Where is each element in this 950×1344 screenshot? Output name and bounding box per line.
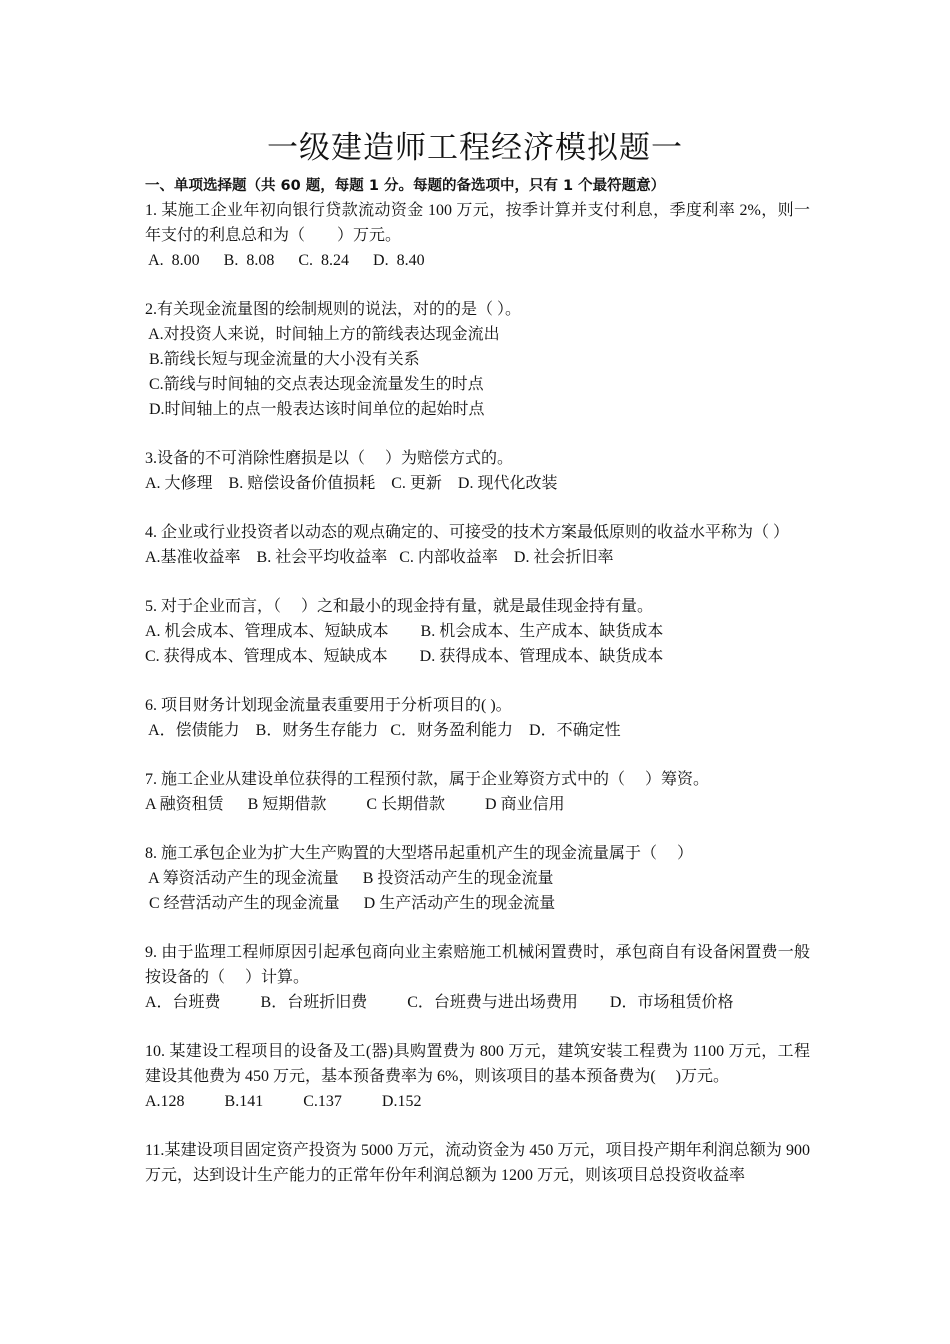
- question-1: [145, 198, 810, 273]
- question-7: [145, 767, 810, 817]
- spacer: [145, 1114, 810, 1138]
- question-stem: 11.某建设项目固定资产投资为 5000 万元，流动资金为 450 万元，项目投产期年利润总额为 900 万元，达到设计生产能力的正常年份年利润总额为 1200 万元，则该项目总投资收益率: [145, 1142, 810, 1184]
- question-11: [145, 1138, 810, 1188]
- question-option: C 经营活动产生的现金流量 D 生产活动产生的现金流量: [145, 895, 556, 912]
- question-stem: 6. 项目财务计划现金流量表重要用于分析项目的( )。: [145, 697, 512, 714]
- spacer: [145, 817, 810, 841]
- question-10: [145, 1039, 810, 1114]
- document-title: 一级建造师工程经济模拟题一: [267, 130, 683, 165]
- section-heading: 一、单项选择题（共 60 题，每题 1 分。每题的备选项中，只有 1 个最符题意）: [145, 178, 666, 194]
- question-stem: 10. 某建设工程项目的设备及工(器)具购置费为 800 万元，建筑安装工程费为 1100 万元，工程建设其他费为 450 万元，基本预备费率为 6%，则该项目的基本预备费为( )万元。: [145, 1043, 810, 1085]
- question-stem: 3.设备的不可消除性磨损是以（ ）为赔偿方式的。: [145, 450, 514, 467]
- question-option: A. 机会成本、管理成本、短缺成本 B. 机会成本、生产成本、缺货成本: [145, 623, 664, 640]
- question-4: [145, 520, 810, 570]
- question-stem: 4. 企业或行业投资者以动态的观点确定的、可接受的技术方案最低原则的收益水平称为（ ）: [145, 524, 790, 541]
- question-option: C. 获得成本、管理成本、短缺成本 D. 获得成本、管理成本、缺货成本: [145, 648, 664, 665]
- question-option: C.箭线与时间轴的交点表达现金流量发生的时点: [145, 376, 484, 393]
- question-2: [145, 297, 810, 422]
- question-option: B.箭线长短与现金流量的大小没有关系: [145, 351, 420, 368]
- question-8: [145, 841, 810, 916]
- spacer: [145, 273, 810, 297]
- spacer: [145, 422, 810, 446]
- question-options: A. 大修理 B. 赔偿设备价值损耗 C. 更新 D. 现代化改装: [145, 475, 558, 492]
- question-9: [145, 940, 810, 1015]
- spacer: [145, 570, 810, 594]
- spacer: [145, 916, 810, 940]
- question-option: D.时间轴上的点一般表达该时间单位的起始时点: [145, 401, 485, 418]
- question-3: [145, 446, 810, 496]
- spacer: [145, 669, 810, 693]
- question-stem: 8. 施工承包企业为扩大生产购置的大型塔吊起重机产生的现金流量属于（ ）: [145, 845, 694, 862]
- spacer: [145, 496, 810, 520]
- spacer: [145, 1015, 810, 1039]
- question-stem: 1. 某施工企业年初向银行贷款流动资金 100 万元，按季计算并支付利息，季度利率 2%，则一年支付的利息总和为（ ）万元。: [145, 202, 810, 244]
- question-options: A. 8.00 B. 8.08 C. 8.24 D. 8.40: [145, 252, 425, 269]
- question-stem: 5. 对于企业而言，（ ）之和最小的现金持有量，就是最佳现金持有量。: [145, 598, 654, 615]
- question-option: A.对投资人来说，时间轴上方的箭线表达现金流出: [145, 326, 500, 343]
- question-stem: 2.有关现金流量图的绘制规则的说法，对的的是（ ）。: [145, 301, 522, 318]
- question-options: A．台班费 B．台班折旧费 C．台班费与进出场费用 D．市场租赁价格: [145, 994, 734, 1011]
- question-stem: 7. 施工企业从建设单位获得的工程预付款，属于企业筹资方式中的（ ）筹资。: [145, 771, 710, 788]
- spacer: [145, 743, 810, 767]
- question-5: [145, 594, 810, 669]
- document-body: [145, 174, 810, 1188]
- question-options: A.基准收益率 B. 社会平均收益率 C. 内部收益率 D. 社会折旧率: [145, 549, 614, 566]
- question-option: A 筹资活动产生的现金流量 B 投资活动产生的现金流量: [145, 870, 554, 887]
- question-stem: 9. 由于监理工程师原因引起承包商向业主索赔施工机械闲置费时，承包商自有设备闲置费一般按设备的（ ）计算。: [145, 944, 810, 986]
- question-options: A.128 B.141 C.137 D.152: [145, 1093, 422, 1110]
- question-6: [145, 693, 810, 743]
- question-options: A．偿债能力 B．财务生存能力 C．财务盈利能力 D．不确定性: [145, 722, 621, 739]
- question-options: A 融资租赁 B 短期借款 C 长期借款 D 商业信用: [145, 796, 565, 813]
